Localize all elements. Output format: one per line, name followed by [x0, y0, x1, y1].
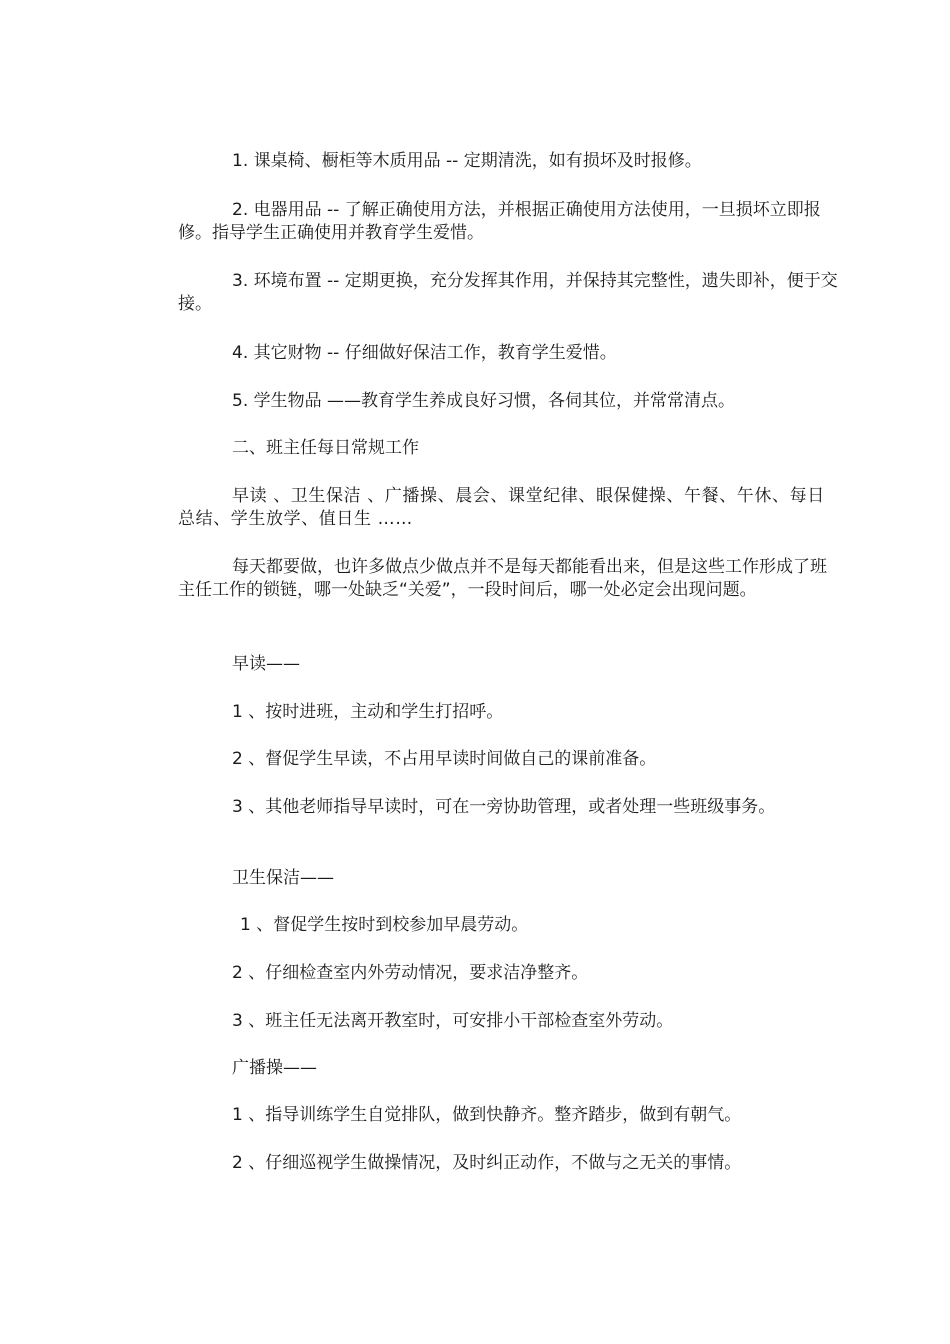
list-item: 1 、指导训练学生自觉排队，做到快静齐。整齐踏步，做到有朝气。 [232, 1105, 742, 1125]
subheading-hygiene: 卫生保洁—— [232, 868, 334, 888]
daily-tasks-paragraph: 早读 、卫生保洁 、广播操、晨会、课堂纪律、眼保健操、午餐、午休、每日总结、学生放学、值日生 …… [178, 486, 825, 529]
chain-paragraph: 每天都要做，也许多做点少做点并不是每天都能看出来，但是这些工作形成了班主任工作的锁链，哪一处缺乏“关爱”，一段时间后，哪一处必定会出现问题。 [178, 557, 827, 600]
list-item-electrical: 2. 电器用品 -- 了解正确使用方法，并根据正确使用方法使用，一旦损坏立即报修。指导学生正确使用并教育学生爱惜。 [178, 200, 821, 243]
list-item-environment: 3. 环境布置 -- 定期更换，充分发挥其作用，并保持其完整性，遗失即补，便于交接。 [178, 271, 838, 314]
list-item: 2 、督促学生早读，不占用早读时间做自己的课前准备。 [232, 749, 657, 769]
list-item: 3 、班主任无法离开教室时，可安排小干部检查室外劳动。 [232, 1011, 674, 1031]
section-heading-daily-work: 二、班主任每日常规工作 [232, 438, 419, 458]
list-item-other-property: 4. 其它财物 -- 仔细做好保洁工作，教育学生爱惜。 [232, 343, 617, 363]
subheading-morning-reading: 早读—— [232, 654, 300, 674]
subheading-exercise: 广播操—— [232, 1058, 317, 1078]
list-item: 1 、督促学生按时到校参加早晨劳动。 [240, 915, 529, 935]
list-item: 2 、仔细检查室内外劳动情况，要求洁净整齐。 [232, 963, 589, 983]
list-item: 2 、仔细巡视学生做操情况，及时纠正动作，不做与之无关的事情。 [232, 1153, 742, 1173]
list-item-furniture: 1. 课桌椅、橱柜等木质用品 -- 定期清洗，如有损坏及时报修。 [232, 151, 702, 171]
list-item-student-items: 5. 学生物品 ——教育学生养成良好习惯，各伺其位，并常常清点。 [232, 391, 736, 411]
list-item: 1 、按时进班，主动和学生打招呼。 [232, 702, 504, 722]
list-item: 3 、其他老师指导早读时，可在一旁协助管理，或者处理一些班级事务。 [232, 797, 776, 817]
